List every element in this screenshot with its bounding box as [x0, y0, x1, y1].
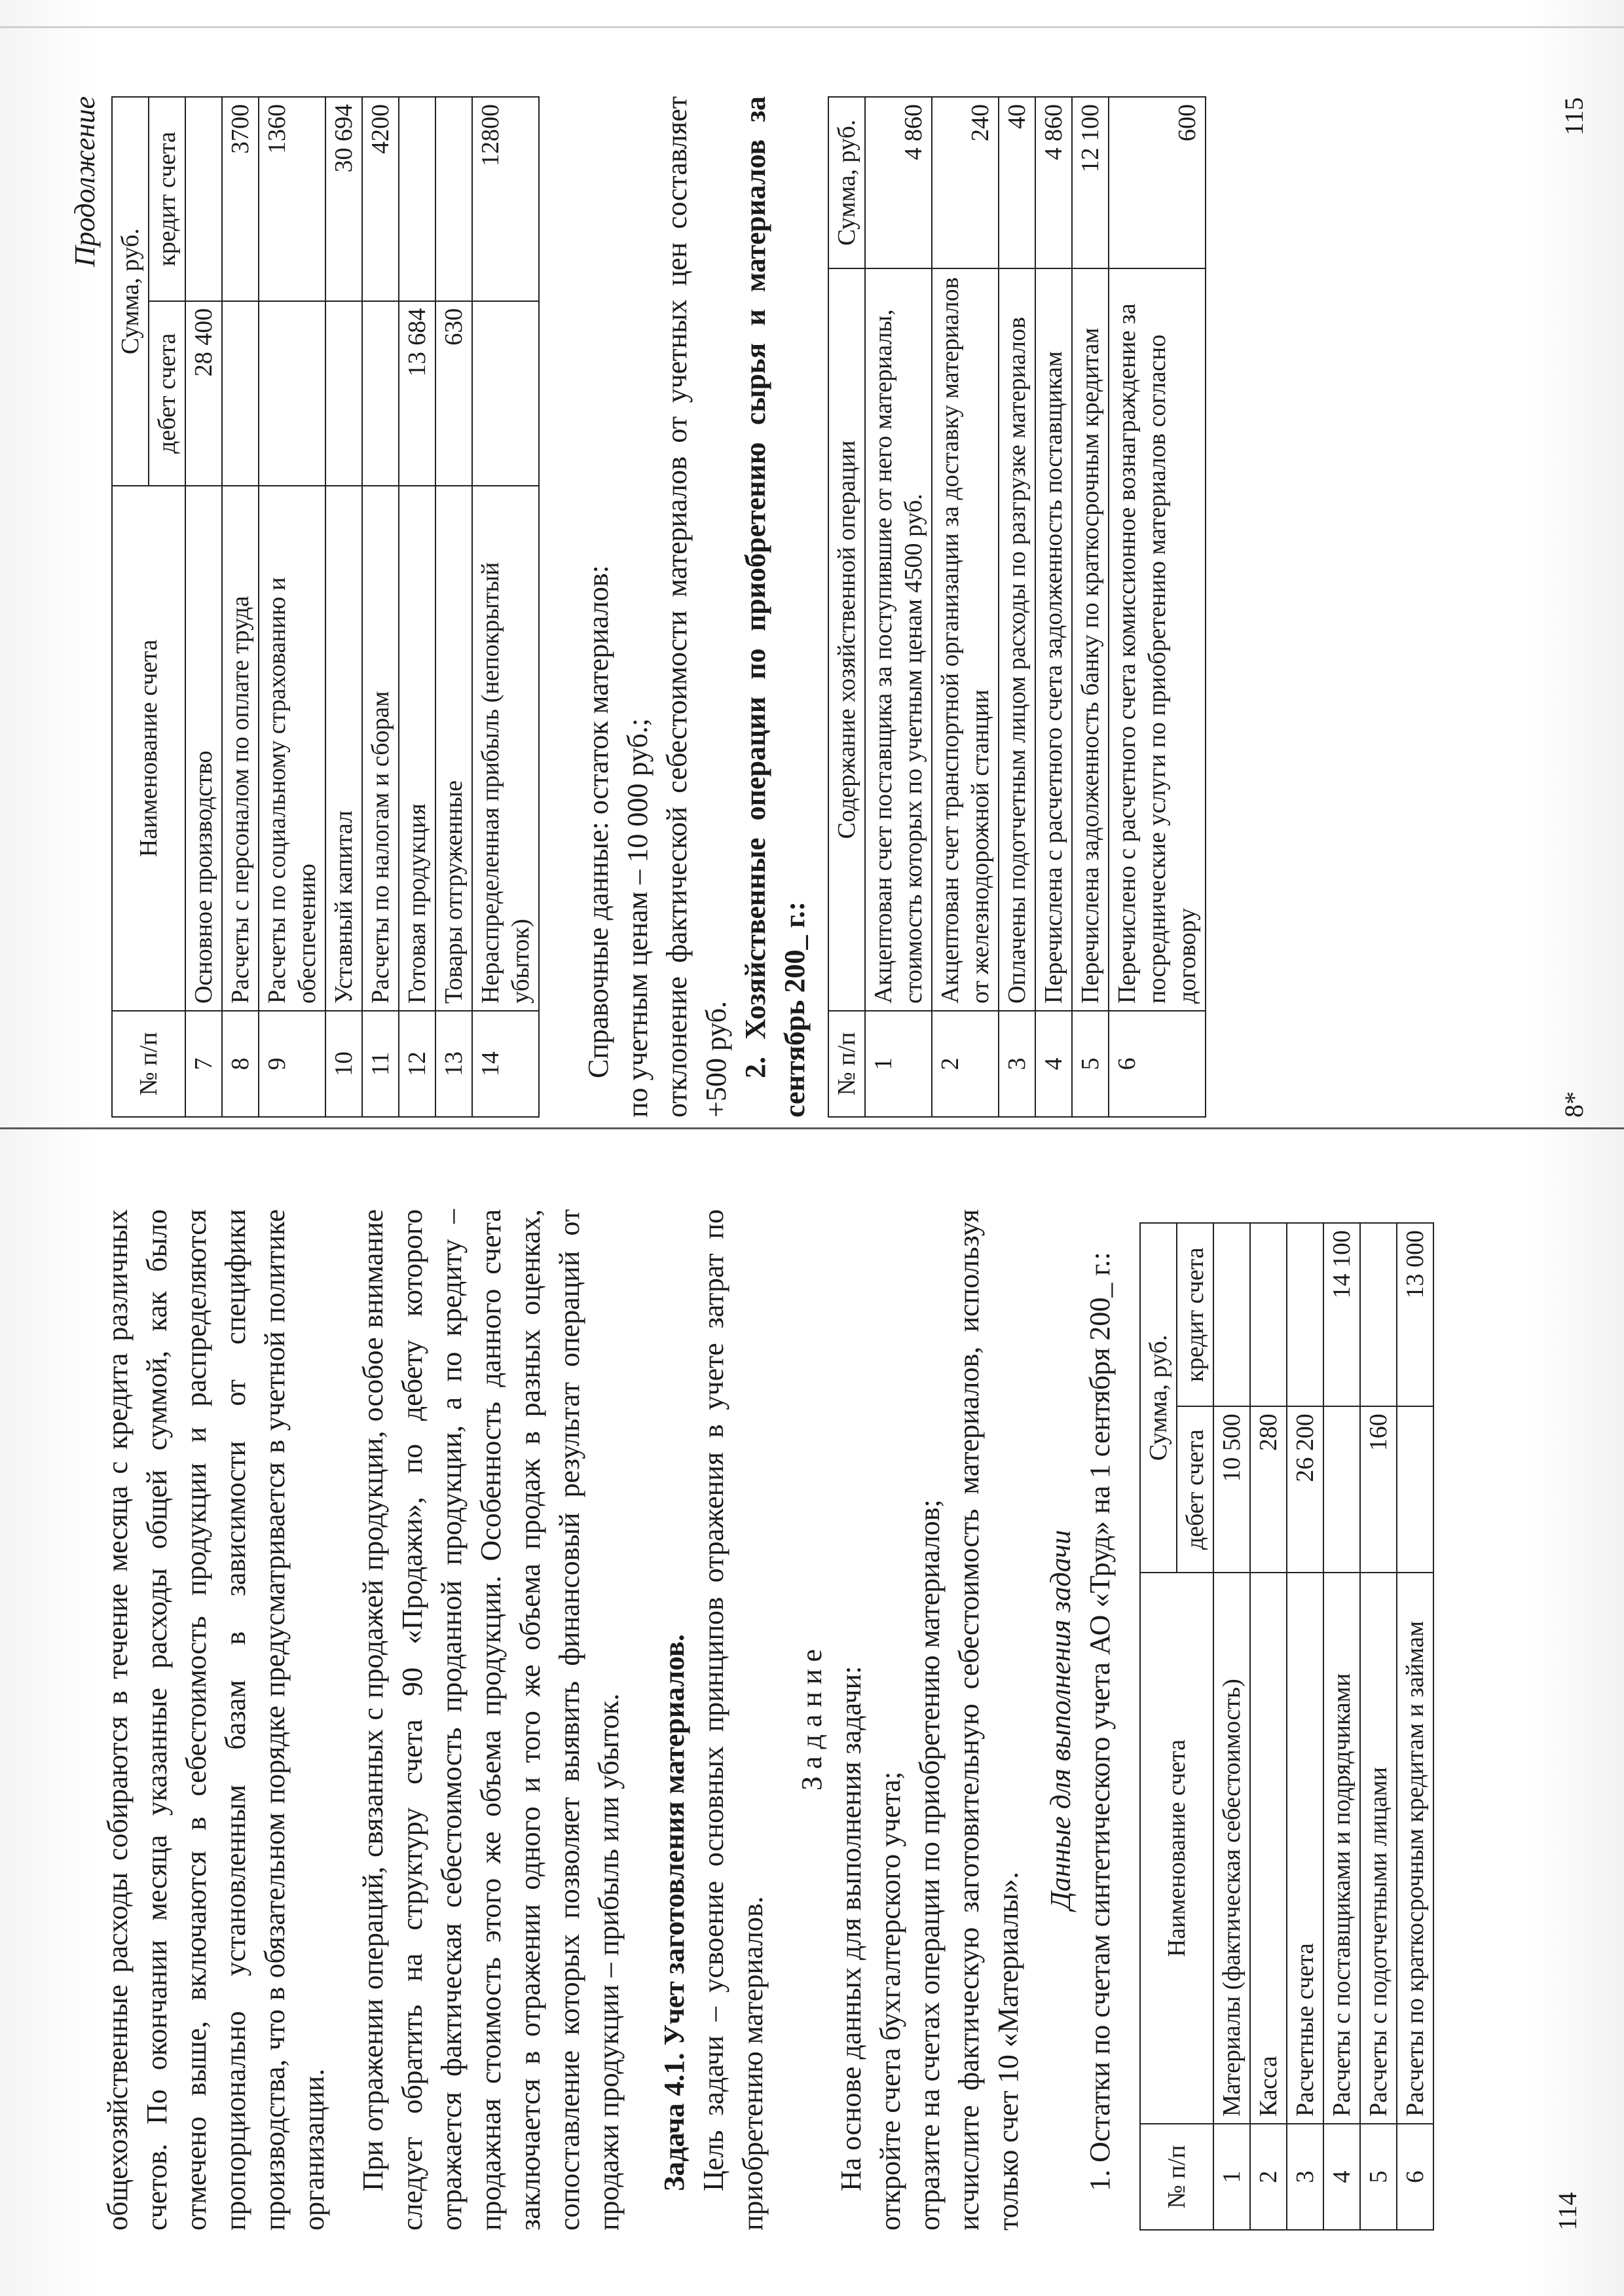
row-credit: 12800	[472, 97, 539, 301]
row-debit: 280	[1250, 1406, 1287, 1573]
table-row	[222, 97, 259, 1117]
row-name: Расчетные счета	[1287, 1573, 1323, 2124]
row-debit	[222, 301, 259, 486]
row-no: 2	[1250, 2124, 1287, 2230]
balances-table	[1139, 1222, 1434, 2231]
operations-table	[828, 96, 1206, 1118]
row-no: 9	[259, 1011, 325, 1117]
table-row	[472, 97, 539, 1117]
row-name: Материалы (фактическая себестоимость)	[1213, 1573, 1250, 2124]
col-debit-header: дебет счета	[1177, 1406, 1213, 1573]
table-row	[1397, 1223, 1433, 2230]
row-credit: 4200	[362, 97, 399, 301]
row-sum: 12 100	[1072, 97, 1109, 268]
row-no: 3	[999, 1011, 1035, 1117]
row-credit	[1287, 1223, 1323, 1406]
row-debit: 630	[435, 301, 472, 486]
row-no: 5	[1360, 2124, 1397, 2230]
table-row	[362, 97, 399, 1117]
row-debit: 10 500	[1213, 1406, 1250, 1573]
row-content: Перечислена задолженность банку по краткосрочным кредитам	[1072, 268, 1109, 1011]
row-name: Основное производство	[185, 486, 222, 1011]
row-no: 6	[1397, 2124, 1433, 2230]
row-credit: 1360	[259, 97, 325, 301]
left-page-body	[98, 1209, 1434, 2231]
row-credit	[1250, 1223, 1287, 1406]
row-sum: 4 860	[1035, 97, 1072, 268]
zadanie-intro: На основе данных для выполнения задачи:	[835, 1666, 867, 2191]
row-name: Расчеты по налогам и сборам	[362, 486, 399, 1011]
col-name-header: Наименование счета	[1140, 1573, 1213, 2124]
col-no-header: № п/п	[1140, 2124, 1213, 2230]
table-row	[1213, 1223, 1250, 2230]
zadanie-heading: З а д а н и е	[796, 1649, 828, 1791]
row-no: 10	[325, 1011, 362, 1117]
row-name: Нераспределенная прибыль (непокрытый убыток)	[472, 486, 539, 1011]
row-debit	[472, 301, 539, 486]
row-debit	[362, 301, 399, 486]
reference-line-1: Справочные данные: остаток материалов:	[582, 565, 614, 1078]
row-no: 4	[1323, 2124, 1360, 2230]
row-no: 13	[435, 1011, 472, 1117]
row-debit: 13 684	[399, 301, 435, 486]
table-row	[1287, 1223, 1323, 2230]
col-name-header: Наименование счета	[112, 486, 185, 1011]
row-debit: 28 400	[185, 301, 222, 486]
row-name: Уставный капитал	[325, 486, 362, 1011]
zadanie-item-2: отразите на счетах операции по приобретению материалов;	[913, 1499, 946, 2231]
page-number-left: 114	[1553, 2192, 1582, 2231]
row-name: Расчеты с персоналом по оплате труда	[222, 486, 259, 1011]
col-credit-header: кредит счета	[1177, 1223, 1213, 1406]
zadanie-item-3: исчислите фактическую заготовительную себестоимость материалов, используя только счет 10 «Материалы».	[953, 1209, 1024, 2231]
table-row	[1035, 97, 1072, 1117]
row-credit	[1360, 1223, 1397, 1406]
page-number-right: 115	[1559, 97, 1589, 136]
col-sum-header: Сумма, руб.	[112, 97, 149, 486]
task-goal: Цель задачи – усвоение основных принципов отражения в учете затрат по приобретению материалов.	[697, 1209, 769, 2231]
row-content: Оплачены подотчетным лицом расходы по разгрузке материалов	[999, 268, 1035, 1011]
row-credit: 3700	[222, 97, 259, 301]
row-debit	[1397, 1406, 1433, 1573]
row-no: 3	[1287, 2124, 1323, 2230]
continuation-label: Продолжение	[69, 96, 101, 267]
row-credit: 13 000	[1397, 1223, 1433, 1406]
table-row	[932, 97, 999, 1117]
row-debit: 26 200	[1287, 1406, 1323, 1573]
table-row	[259, 97, 325, 1117]
right-page-body	[65, 96, 1206, 1118]
zadanie-item-1: откройте счета бухгалтерского учета;	[874, 1771, 906, 2231]
row-credit	[399, 97, 435, 301]
row-content: Перечислено с расчетного счета комиссионное вознаграждение за посреднические услуги по приобретению материалов согласно договору	[1109, 268, 1206, 1011]
row-name: Расчеты по краткосрочным кредитам и займам	[1397, 1573, 1433, 2124]
row-sum: 240	[932, 97, 999, 268]
table-row	[999, 97, 1035, 1117]
table-row	[1109, 97, 1206, 1117]
row-name: Товары отгруженные	[435, 486, 472, 1011]
table-row	[325, 97, 362, 1117]
col-no-header: № п/п	[112, 1011, 185, 1117]
row-name: Расчеты по социальному страхованию и обеспечению	[259, 486, 325, 1011]
table-row	[185, 97, 222, 1117]
col-sum-header: Сумма, руб.	[828, 97, 865, 268]
table-row	[1323, 1223, 1360, 2230]
balances-table-continued	[111, 96, 540, 1118]
table-row	[1072, 97, 1109, 1117]
paragraph-1: общехозяйственные расходы собираются в течение месяца с кредита различных счетов. По окончании месяца указанные расходы общей суммой, как было отмечено выше, включаются в себестоимость продукции и распределяются пропорционально установленным базам в зависимости от специфики производства, что в обязательном порядке предусматривается в учетной политике организации.	[101, 1209, 330, 2231]
row-debit	[325, 301, 362, 486]
reference-line-2: по учетным ценам – 10 000 руб.;	[621, 718, 654, 1118]
row-credit	[185, 97, 222, 301]
row-sum: 600	[1109, 97, 1206, 268]
row-content: Акцептован счет поставщика за поступившие от него материалы, стоимость которых по учетным ценам 4500 руб.	[865, 268, 932, 1011]
row-credit	[1213, 1223, 1250, 1406]
col-no-header: № п/п	[828, 1011, 865, 1117]
col-content-header: Содержание хозяйственной операции	[828, 268, 865, 1011]
row-name: Готовая продукция	[399, 486, 435, 1011]
data-heading: Данные для выполнения задачи	[1044, 1529, 1077, 1910]
row-no: 4	[1035, 1011, 1072, 1117]
balances-title: 1. Остатки по счетам синтетического учета АО «Труд» на 1 сентября 200_ г.:	[1084, 1252, 1116, 2191]
row-no: 7	[185, 1011, 222, 1117]
col-sum-header: Сумма, руб.	[1140, 1223, 1177, 1573]
row-no: 5	[1072, 1011, 1109, 1117]
col-debit-header: дебет счета	[149, 301, 185, 486]
paragraph-2: При отражении операций, связанных с продажей продукции, особое внимание следует обратить на структуру счета 90 «Продажи», по дебету которого отражается фактическая себестоимость проданной продукции, а по кредиту – продажная стоимость этого же объема продукции. Особенность данного счета заключается в отражении одного и того же объема продаж в разных оценках, сопоставление которых позволяет выявить финансовый результат операций от продажи продукции – прибыль или убыток.	[357, 1209, 625, 2231]
table-row	[399, 97, 435, 1117]
row-no: 2	[932, 1011, 999, 1117]
row-no: 11	[362, 1011, 399, 1117]
left-page	[0, 1170, 1624, 2296]
row-name: Касса	[1250, 1573, 1287, 2124]
row-debit: 160	[1360, 1406, 1397, 1573]
row-no: 8	[222, 1011, 259, 1117]
row-sum: 4 860	[865, 97, 932, 268]
operations-title: 2. Хозяйственные операции по приобретению сырья и материалов за сентябрь 200_ г.:	[739, 96, 811, 1118]
table-row	[1250, 1223, 1287, 2230]
signature-mark: 8*	[1559, 1091, 1589, 1118]
row-no: 14	[472, 1011, 539, 1117]
row-no: 1	[1213, 2124, 1250, 2230]
row-debit	[259, 301, 325, 486]
table-row	[1360, 1223, 1397, 2230]
col-credit-header: кредит счета	[149, 97, 185, 301]
row-content: Акцептован счет транспортной организации за доставку материалов от железнодорожной станции	[932, 268, 999, 1011]
row-no: 6	[1109, 1011, 1206, 1117]
table-row	[865, 97, 932, 1117]
row-sum: 40	[999, 97, 1035, 268]
row-credit	[435, 97, 472, 301]
row-no: 1	[865, 1011, 932, 1117]
task-title: Задача 4.1. Учет заготовления материалов.	[658, 1634, 690, 2191]
row-no: 12	[399, 1011, 435, 1117]
row-credit: 14 100	[1323, 1223, 1360, 1406]
reference-line-3: отклонение фактической себестоимости материалов от учетных цен составляет +500 руб.	[661, 96, 732, 1118]
table-row	[435, 97, 472, 1117]
row-name: Расчеты с подотчетными лицами	[1360, 1573, 1397, 2124]
row-credit: 30 694	[325, 97, 362, 301]
row-debit	[1323, 1406, 1360, 1573]
row-content: Перечислена с расчетного счета задолженность поставщикам	[1035, 268, 1072, 1011]
row-name: Расчеты с поставщиками и подрядчиками	[1323, 1573, 1360, 2124]
